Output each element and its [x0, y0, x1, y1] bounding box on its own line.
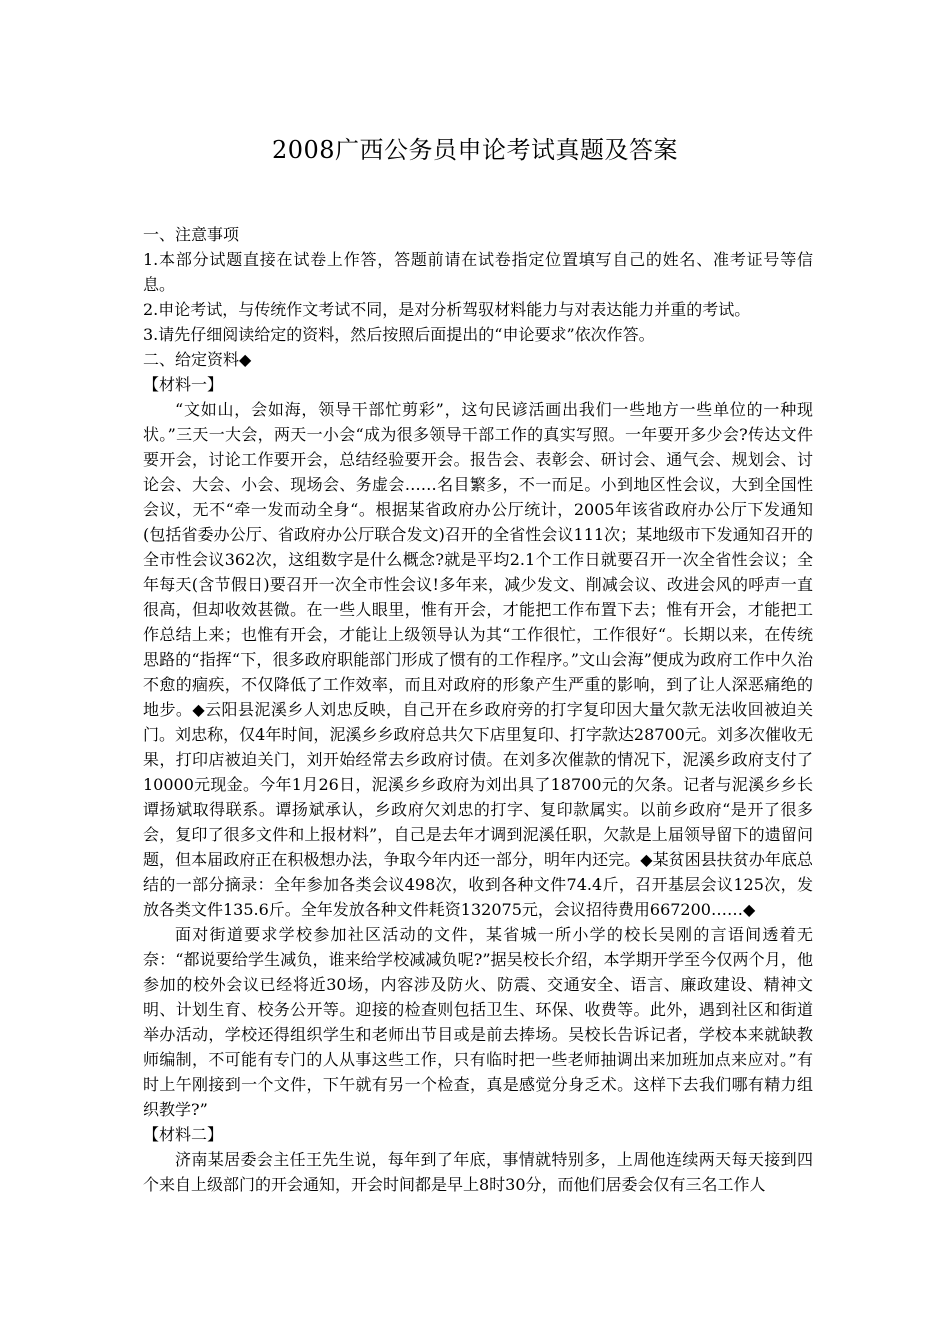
notice-item-3: 3.请先仔细阅读给定的资料，然后按照后面提出的“申论要求”依次作答。 [143, 325, 655, 344]
document-body [143, 222, 813, 1197]
notice-item-1: 1.本部分试题直接在试卷上作答，答题前请在试卷指定位置填写自己的姓名、准考证号等信息。 [143, 250, 813, 294]
materials-heading: 二、给定资料◆ [143, 350, 252, 369]
document-title: 2008广西公务员申论考试真题及答案 [271, 136, 679, 164]
material-2-paragraph-1: 济南某居委会主任王先生说，每年到了年底，事情就特别多，上周他连续两天每天接到四个来自上级部门的开会通知，开会时间都是早上8时30分，而他们居委会仅有三名工作人 [143, 1150, 813, 1194]
notice-heading: 一、注意事项 [143, 225, 240, 244]
material-1-paragraph-2: 面对街道要求学校参加社区活动的文件，某省城一所小学的校长吴刚的言语间透着无奈：“都说要给学生减负，谁来给学校减减负呢?”据吴校长介绍，本学期开学至今仅两个月，他参加的校外会议已经将近30场，内容涉及防火、防震、交通安全、语言、廉政建设、精神文明、计划生育、校务公开等。迎接的检查则包括卫生、环保、收费等。此外，遇到社区和街道举办活动，学校还得组织学生和老师出节目或是前去捧场。吴校长告诉记者，学校本来就缺教师编制，不可能有专门的人从事这些工作，只有临时把一些老师抽调出来加班加点来应对。”有时上午刚接到一个文件，下午就有另一个检查，真是感觉分身乏术。这样下去我们哪有精力组织教学?” [143, 925, 813, 1119]
material-2-label: 【材料二】 [143, 1125, 224, 1144]
material-1-label: 【材料一】 [143, 375, 224, 394]
notice-item-2: 2.申论考试，与传统作文考试不同，是对分析驾驭材料能力与对表达能力并重的考试。 [143, 300, 751, 319]
material-1-paragraph-1: “文如山，会如海，领导干部忙剪彩”，这句民谚活画出我们一些地方一些单位的一种现状。”三天一大会，两天一小会“成为很多领导干部工作的真实写照。一年要开多少会?传达文件要开会，讨论工作要开会，总结经验要开会。报告会、表彰会、研讨会、通气会、规划会、讨论会、大会、小会、现场会、务虚会……名目繁多，不一而足。小到地区性会议，大到全国性会议，无不“牵一发而动全身“。根据某省政府办公厅统计，2005年该省政府办公厅下发通知(包括省委办公厅、省政府办公厅联合发文)召开的全省性会议111次；某地级市下发通知召开的全市性会议362次，这组数字是什么概念?就是平均2.1个工作日就要召开一次全省性会议；全年每天(含节假日)要召开一次全市性会议!多年来，减少发文、削减会议、改进会风的呼声一直很高，但却收效甚微。在一些人眼里，惟有开会，才能把工作布置下去；惟有开会，才能把工作总结上来；也惟有开会，才能让上级领导认为其“工作很忙，工作很好“。长期以来，在传统思路的“指挥“下，很多政府职能部门形成了惯有的工作程序。”文山会海”便成为政府工作中久治不愈的痼疾，不仅降低了工作效率，而且对政府的形象产生严重的影响，到了让人深恶痛绝的地步。◆云阳县泥溪乡人刘忠反映，自己开在乡政府旁的打字复印因大量欠款无法收回被迫关门。刘忠称，仅4年时间，泥溪乡乡政府总共欠下店里复印、打字款达28700元。刘多次催收无果，打印店被迫关门，刘开始经常去乡政府讨债。在刘多次催款的情况下，泥溪乡政府支付了10000元现金。今年1月26日，泥溪乡乡政府为刘出具了18700元的欠条。记者与泥溪乡乡长谭扬斌取得联系。谭扬斌承认，乡政府欠刘忠的打字、复印款属实。以前乡政府“是开了很多会，复印了很多文件和上报材料”，自己是去年才调到泥溪任职，欠款是上届领导留下的遗留问题，但本届政府正在积极想办法，争取今年内还一部分，明年内还完。◆某贫困县扶贫办年底总结的一部分摘录：全年参加各类会议498次，收到各种文件74.4斤，召开基层会议125次，发放各类文件135.6斤。全年发放各种文件耗资132075元，会议招待费用667200……◆ [143, 400, 813, 919]
